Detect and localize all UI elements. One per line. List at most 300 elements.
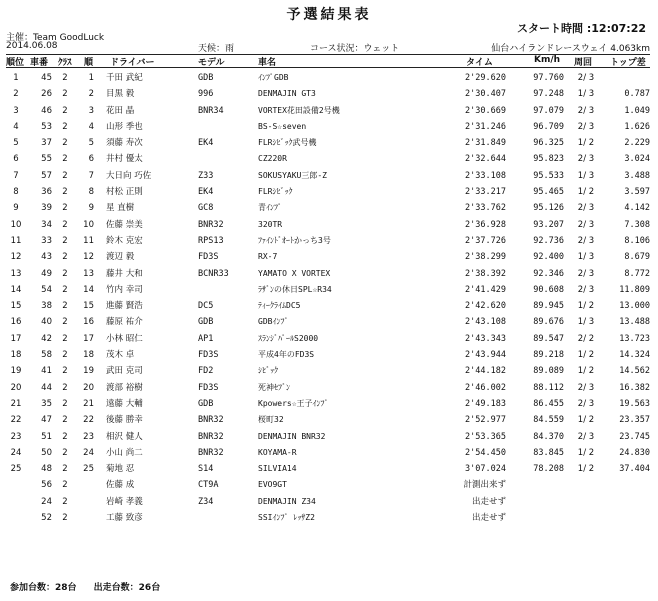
gap-cell: 1.049 <box>624 105 650 116</box>
speed-cell: 89.547 <box>533 333 564 344</box>
weather: 天候：雨 <box>198 44 235 54</box>
laps-cell: 2/ 3 <box>577 121 595 132</box>
car-name-cell: 死神ｾﾌﾞﾝ <box>258 382 290 392</box>
model-cell: GDB <box>198 317 214 328</box>
speed-cell: 92.736 <box>533 235 564 246</box>
laps-cell: 2/ 3 <box>577 235 595 246</box>
car-number-cell: 49 <box>41 268 52 279</box>
position-cell: 11 <box>10 235 22 246</box>
table-row <box>6 200 650 216</box>
header-pos: 順位 <box>6 58 25 68</box>
table-row <box>6 396 650 412</box>
class-rank-cell: 9 <box>88 203 94 214</box>
lap-time-cell: 出走せず <box>471 496 506 507</box>
lap-time-cell: 2'33.108 <box>465 170 506 181</box>
position-cell: 17 <box>10 333 22 344</box>
model-cell: BCNR33 <box>198 268 229 279</box>
class-rank-cell: 1 <box>88 73 94 83</box>
gap-cell: 3.597 <box>624 187 650 198</box>
table-row <box>6 347 650 363</box>
speed-cell: 89.218 <box>533 350 564 361</box>
car-number-cell: 35 <box>41 398 52 409</box>
model-cell: BNR32 <box>198 415 224 426</box>
class-rank-cell: 21 <box>83 398 94 409</box>
table-row <box>6 282 650 298</box>
lap-time-cell: 2'38.392 <box>465 268 506 279</box>
driver-cell: 遠藤 大輔 <box>106 398 143 409</box>
class-cell: 2 <box>62 366 68 377</box>
laps-cell: 1/ 2 <box>577 464 595 475</box>
speed-cell: 92.400 <box>533 252 564 263</box>
gap-cell: 3.024 <box>624 154 650 165</box>
driver-cell: 星 直樹 <box>106 203 135 214</box>
table-row <box>6 70 650 86</box>
class-cell: 2 <box>62 513 68 524</box>
laps-cell: 2/ 3 <box>577 398 595 409</box>
driver-cell: 鈴木 克宏 <box>106 235 143 246</box>
driver-cell: 目黒 毅 <box>106 89 135 100</box>
class-cell: 2 <box>62 268 68 279</box>
car-number-cell: 58 <box>41 350 52 361</box>
laps-cell: 2/ 2 <box>577 333 595 344</box>
gap-cell: 8.772 <box>624 268 650 279</box>
header-laps: 周回 <box>574 58 593 68</box>
car-name-cell: GDBｲﾝﾌﾟ <box>258 317 289 327</box>
car-number-cell: 33 <box>41 235 52 246</box>
position-cell: 12 <box>10 252 22 263</box>
car-name-cell: RX-7 <box>258 252 278 262</box>
driver-cell: 藤井 大和 <box>106 268 143 279</box>
speed-cell: 96.325 <box>533 138 564 149</box>
position-cell: 22 <box>10 415 22 426</box>
laps-cell: 2/ 3 <box>577 203 595 214</box>
header-class-rank: 順 <box>84 58 94 68</box>
car-number-cell: 34 <box>41 219 52 230</box>
speed-cell: 90.608 <box>533 284 564 295</box>
class-cell: 2 <box>62 447 68 458</box>
model-cell: FD2 <box>198 366 214 377</box>
gap-cell: 14.562 <box>619 366 650 377</box>
car-number-cell: 48 <box>41 464 52 475</box>
class-cell: 2 <box>62 301 68 312</box>
laps-cell: 1/ 2 <box>577 350 595 361</box>
laps-cell: 2/ 3 <box>577 268 595 279</box>
table-row <box>6 86 650 102</box>
car-name-cell: ｽﾗﾝｼﾞﾊﾟｰﾙS2000 <box>258 333 319 343</box>
class-rank-cell: 6 <box>88 154 94 165</box>
gap-cell: 7.308 <box>624 219 650 230</box>
table-row <box>6 477 650 493</box>
car-number-cell: 26 <box>41 89 52 100</box>
table-row <box>6 135 650 151</box>
position-cell: 6 <box>13 154 19 165</box>
header-car: 車名 <box>258 58 277 68</box>
table-row <box>6 380 650 396</box>
car-number-cell: 43 <box>41 252 52 263</box>
speed-cell: 95.533 <box>533 170 564 181</box>
lap-time-cell: 2'44.182 <box>465 366 506 377</box>
car-number-cell: 39 <box>41 203 52 214</box>
position-cell: 2 <box>13 89 19 100</box>
class-rank-cell: 15 <box>83 301 94 312</box>
car-name-cell: DENMAJIN BNR32 <box>258 431 326 441</box>
driver-cell: 千田 武紀 <box>106 73 143 83</box>
driver-cell: 茂木 卓 <box>106 350 135 361</box>
class-cell: 2 <box>62 284 68 295</box>
class-rank-cell: 10 <box>83 219 94 230</box>
speed-cell: 97.760 <box>533 73 564 83</box>
position-cell: 7 <box>13 170 19 181</box>
lap-time-cell: 2'32.644 <box>465 154 506 165</box>
driver-cell: 山形 季也 <box>106 121 143 132</box>
table-row <box>6 494 650 510</box>
class-cell: 2 <box>62 105 68 116</box>
lap-time-cell: 2'46.002 <box>465 382 506 393</box>
header-class: ｸﾗｽ <box>58 58 72 68</box>
class-cell: 2 <box>62 89 68 100</box>
class-rank-cell: 16 <box>83 317 94 328</box>
class-rank-cell: 25 <box>83 464 94 475</box>
driver-cell: 須藤 寿次 <box>106 138 143 149</box>
table-row <box>6 445 650 461</box>
driver-cell: 渡部 裕樹 <box>106 382 143 393</box>
class-rank-cell: 23 <box>83 431 94 442</box>
footer <box>10 580 174 593</box>
laps-cell: 2/ 3 <box>577 431 595 442</box>
laps-cell: 2/ 3 <box>577 73 595 83</box>
header-time: タイム <box>466 58 493 68</box>
model-cell: AP1 <box>198 333 214 344</box>
speed-cell: 95.465 <box>533 187 564 198</box>
car-number-cell: 44 <box>41 382 52 393</box>
class-cell: 2 <box>62 252 68 263</box>
driver-cell: 小林 昭仁 <box>106 333 143 344</box>
car-number-cell: 46 <box>41 105 52 116</box>
speed-cell: 95.823 <box>533 154 564 165</box>
class-cell: 2 <box>62 203 68 214</box>
car-name-cell: ﾌｧｲﾝﾄﾞｵｰﾄかっち3号 <box>258 235 331 245</box>
car-name-cell: SOKUSYAKU三郎-Z <box>258 170 327 180</box>
driver-cell: 花田 晶 <box>106 105 135 116</box>
position-cell: 23 <box>10 431 22 442</box>
lap-time-cell: 2'31.246 <box>465 121 506 132</box>
driver-cell: 小山 尚二 <box>106 447 143 458</box>
class-cell: 2 <box>62 350 68 361</box>
gap-cell: 24.830 <box>619 447 650 458</box>
class-rank-cell: 11 <box>83 235 94 246</box>
class-cell: 2 <box>62 235 68 246</box>
gap-cell: 23.745 <box>619 431 650 442</box>
car-number-cell: 52 <box>41 513 52 524</box>
car-name-cell: 桜町32 <box>258 415 284 425</box>
gap-cell: 13.723 <box>619 333 650 344</box>
laps-cell: 1/ 3 <box>577 317 595 328</box>
class-cell: 2 <box>62 415 68 426</box>
lap-time-cell: 2'33.217 <box>465 187 506 198</box>
class-cell: 2 <box>62 73 68 83</box>
lap-time-cell: 2'29.620 <box>465 73 506 83</box>
model-cell: FD3S <box>198 350 219 361</box>
lap-time-cell: 3'07.024 <box>465 464 506 475</box>
lap-time-cell: 2'42.620 <box>465 301 506 312</box>
results-table <box>6 70 650 526</box>
table-row <box>6 429 650 445</box>
class-rank-cell: 3 <box>88 105 94 116</box>
driver-cell: 渡辺 毅 <box>106 252 135 263</box>
position-cell: 18 <box>10 350 22 361</box>
lap-time-cell: 2'33.762 <box>465 203 506 214</box>
car-name-cell: DENMAJIN GT3 <box>258 89 316 99</box>
car-name-cell: FLRｼﾋﾞｯｸ <box>258 187 293 197</box>
speed-cell: 97.248 <box>533 89 564 100</box>
table-row <box>6 168 650 184</box>
position-cell: 4 <box>13 121 19 132</box>
driver-cell: 菊地 忍 <box>106 464 135 475</box>
speed-cell: 96.709 <box>533 121 564 132</box>
position-cell: 1 <box>13 73 19 83</box>
model-cell: FD3S <box>198 252 219 263</box>
speed-cell: 83.845 <box>533 447 564 458</box>
table-row <box>6 412 650 428</box>
laps-cell: 2/ 3 <box>577 382 595 393</box>
car-name-cell: ｲﾝﾌﾟGDB <box>258 73 289 82</box>
position-cell: 25 <box>10 464 22 475</box>
class-cell: 2 <box>62 480 68 491</box>
table-row <box>6 249 650 265</box>
position-cell: 10 <box>10 219 22 230</box>
car-name-cell: SSIｲﾝﾌﾟ ﾚｯｻZ2 <box>258 513 315 523</box>
laps-cell: 1/ 3 <box>577 89 595 100</box>
start-time: スタート時間 :12:07:22 <box>517 22 646 35</box>
driver-cell: 村松 正則 <box>106 187 143 198</box>
results-title: 予選結果表 <box>286 7 372 23</box>
laps-cell: 1/ 2 <box>577 415 595 426</box>
laps-cell: 1/ 2 <box>577 187 595 198</box>
position-cell: 14 <box>10 284 22 295</box>
lap-time-cell: 2'41.429 <box>465 284 506 295</box>
car-number-cell: 56 <box>41 480 52 491</box>
table-row <box>6 151 650 167</box>
driver-cell: 佐藤 崇美 <box>106 219 143 230</box>
model-cell: DC5 <box>198 301 214 312</box>
car-name-cell: ｼﾋﾞｯｸ <box>258 366 278 376</box>
gap-cell: 2.229 <box>624 138 650 149</box>
header-gap: トップ差 <box>610 58 646 68</box>
class-rank-cell: 13 <box>83 268 94 279</box>
class-cell: 2 <box>62 138 68 149</box>
entries-count: 参加台数：28台 <box>10 583 77 593</box>
organizer: 主催：Team GoodLuck <box>6 33 105 43</box>
gap-cell: 8.679 <box>624 252 650 263</box>
car-name-cell: VORTEX花田設備2号機 <box>258 105 340 115</box>
car-name-cell: 320TR <box>258 219 283 229</box>
laps-cell: 2/ 3 <box>577 219 595 230</box>
car-number-cell: 37 <box>41 138 52 149</box>
course-condition: コース状況：ウェット <box>310 44 400 54</box>
table-row <box>6 184 650 200</box>
speed-cell: 84.559 <box>533 415 564 426</box>
class-rank-cell: 4 <box>88 121 94 132</box>
driver-cell: 後藤 勝幸 <box>106 415 143 426</box>
laps-cell: 1/ 2 <box>577 447 595 458</box>
position-cell: 20 <box>10 382 22 393</box>
class-cell: 2 <box>62 187 68 198</box>
model-cell: BNR32 <box>198 447 224 458</box>
gap-cell: 3.488 <box>624 170 650 181</box>
model-cell: S14 <box>198 464 214 475</box>
speed-cell: 88.112 <box>533 382 564 393</box>
speed-cell: 84.370 <box>533 431 564 442</box>
class-cell: 2 <box>62 154 68 165</box>
position-cell: 3 <box>13 105 19 116</box>
gap-cell: 0.787 <box>624 89 650 100</box>
class-rank-cell: 20 <box>83 382 94 393</box>
car-number-cell: 47 <box>41 415 52 426</box>
model-cell: Z34 <box>198 496 214 507</box>
class-cell: 2 <box>62 496 68 507</box>
table-row <box>6 510 650 526</box>
header-model: モデル <box>198 58 225 68</box>
class-rank-cell: 18 <box>83 350 94 361</box>
class-rank-cell: 22 <box>83 415 94 426</box>
circuit: 仙台ハイランドレースウェイ 4.063km <box>491 44 650 54</box>
position-cell: 5 <box>13 138 19 149</box>
model-cell: Z33 <box>198 170 214 181</box>
gap-cell: 13.000 <box>619 301 650 312</box>
table-header <box>6 54 650 68</box>
car-name-cell: KOYAMA-R <box>258 447 297 457</box>
class-cell: 2 <box>62 219 68 230</box>
model-cell: BNR32 <box>198 431 224 442</box>
speed-cell: 78.208 <box>533 464 564 475</box>
class-cell: 2 <box>62 170 68 181</box>
lap-time-cell: 2'30.669 <box>465 105 506 116</box>
header-driver: ドライバー <box>110 58 155 68</box>
driver-cell: 相沢 健人 <box>106 431 143 442</box>
speed-cell: 97.079 <box>533 105 564 116</box>
model-cell: BNR34 <box>198 105 224 116</box>
lap-time-cell: 出走せず <box>471 513 506 524</box>
laps-cell: 1/ 2 <box>577 138 595 149</box>
position-cell: 21 <box>10 398 22 409</box>
table-row <box>6 298 650 314</box>
lap-time-cell: 2'43.343 <box>465 333 506 344</box>
model-cell: GC8 <box>198 203 214 214</box>
car-name-cell: EVO9GT <box>258 480 287 490</box>
car-number-cell: 54 <box>41 284 52 295</box>
gap-cell: 14.324 <box>619 350 650 361</box>
car-number-cell: 57 <box>41 170 52 181</box>
table-row <box>6 119 650 135</box>
lap-time-cell: 2'52.977 <box>465 415 506 426</box>
starters-count: 出走台数：26台 <box>93 583 161 593</box>
car-name-cell: ﾗｻﾞﾝの休日SPL☆R34 <box>258 284 332 294</box>
class-cell: 2 <box>62 431 68 442</box>
lap-time-cell: 2'43.944 <box>465 350 506 361</box>
car-number-cell: 36 <box>41 187 52 198</box>
car-number-cell: 50 <box>41 447 52 458</box>
position-cell: 9 <box>13 203 19 214</box>
class-cell: 2 <box>62 398 68 409</box>
driver-cell: 工藤 致彦 <box>106 513 143 524</box>
lap-time-cell: 2'36.928 <box>465 219 506 230</box>
car-number-cell: 53 <box>41 121 52 132</box>
model-cell: FD3S <box>198 382 219 393</box>
class-cell: 2 <box>62 333 68 344</box>
speed-cell: 86.455 <box>533 398 564 409</box>
car-name-cell: CZ220R <box>258 154 287 164</box>
car-name-cell: Kpowers☆王子ｲﾝﾌﾟ <box>258 398 329 408</box>
model-cell: EK4 <box>198 187 214 198</box>
car-number-cell: 40 <box>41 317 52 328</box>
position-cell: 8 <box>13 187 19 198</box>
gap-cell: 19.563 <box>619 398 650 409</box>
car-number-cell: 38 <box>41 301 52 312</box>
driver-cell: 藤原 祐介 <box>106 317 143 328</box>
gap-cell: 23.357 <box>619 415 650 426</box>
speed-cell: 89.089 <box>533 366 564 377</box>
driver-cell: 岩崎 孝義 <box>106 496 143 507</box>
class-cell: 2 <box>62 121 68 132</box>
car-number-cell: 45 <box>41 73 52 83</box>
driver-cell: 竹内 幸司 <box>106 284 143 295</box>
laps-cell: 1/ 2 <box>577 301 595 312</box>
class-rank-cell: 17 <box>83 333 94 344</box>
lap-time-cell: 2'43.108 <box>465 317 506 328</box>
car-number-cell: 51 <box>41 431 52 442</box>
speed-cell: 93.207 <box>533 219 564 230</box>
model-cell: RPS13 <box>198 235 224 246</box>
lap-time-cell: 2'53.365 <box>465 431 506 442</box>
driver-cell: 佐藤 成 <box>106 480 135 491</box>
laps-cell: 1/ 2 <box>577 366 595 377</box>
laps-cell: 2/ 3 <box>577 154 595 165</box>
position-cell: 16 <box>10 317 22 328</box>
car-name-cell: DENMAJIN Z34 <box>258 496 316 506</box>
car-number-cell: 24 <box>41 496 52 507</box>
header-no: 車番 <box>30 58 49 68</box>
class-cell: 2 <box>62 382 68 393</box>
class-rank-cell: 24 <box>83 447 94 458</box>
model-cell: CT9A <box>198 480 219 491</box>
class-rank-cell: 14 <box>83 284 94 295</box>
header-speed: Km/h <box>534 55 561 65</box>
position-cell: 13 <box>10 268 22 279</box>
model-cell: 996 <box>198 89 214 100</box>
car-name-cell: 青ｲﾝﾌﾟ <box>258 203 282 213</box>
model-cell: GDB <box>198 73 214 83</box>
table-row <box>6 217 650 233</box>
car-number-cell: 55 <box>41 154 52 165</box>
driver-cell: 大日向 巧佐 <box>106 170 152 181</box>
gap-cell: 11.809 <box>619 284 650 295</box>
gap-cell: 8.106 <box>624 235 650 246</box>
gap-cell: 13.488 <box>619 317 650 328</box>
gap-cell: 37.404 <box>619 464 650 475</box>
speed-cell: 95.126 <box>533 203 564 214</box>
position-cell: 15 <box>10 301 22 312</box>
table-row <box>6 103 650 119</box>
car-number-cell: 42 <box>41 333 52 344</box>
lap-time-cell: 2'54.450 <box>465 447 506 458</box>
driver-cell: 進藤 賢浩 <box>106 301 143 312</box>
gap-cell: 16.382 <box>619 382 650 393</box>
event-info <box>6 41 650 53</box>
lap-time-cell: 2'37.726 <box>465 235 506 246</box>
speed-cell: 89.676 <box>533 317 564 328</box>
class-cell: 2 <box>62 464 68 475</box>
model-cell: BNR32 <box>198 219 224 230</box>
